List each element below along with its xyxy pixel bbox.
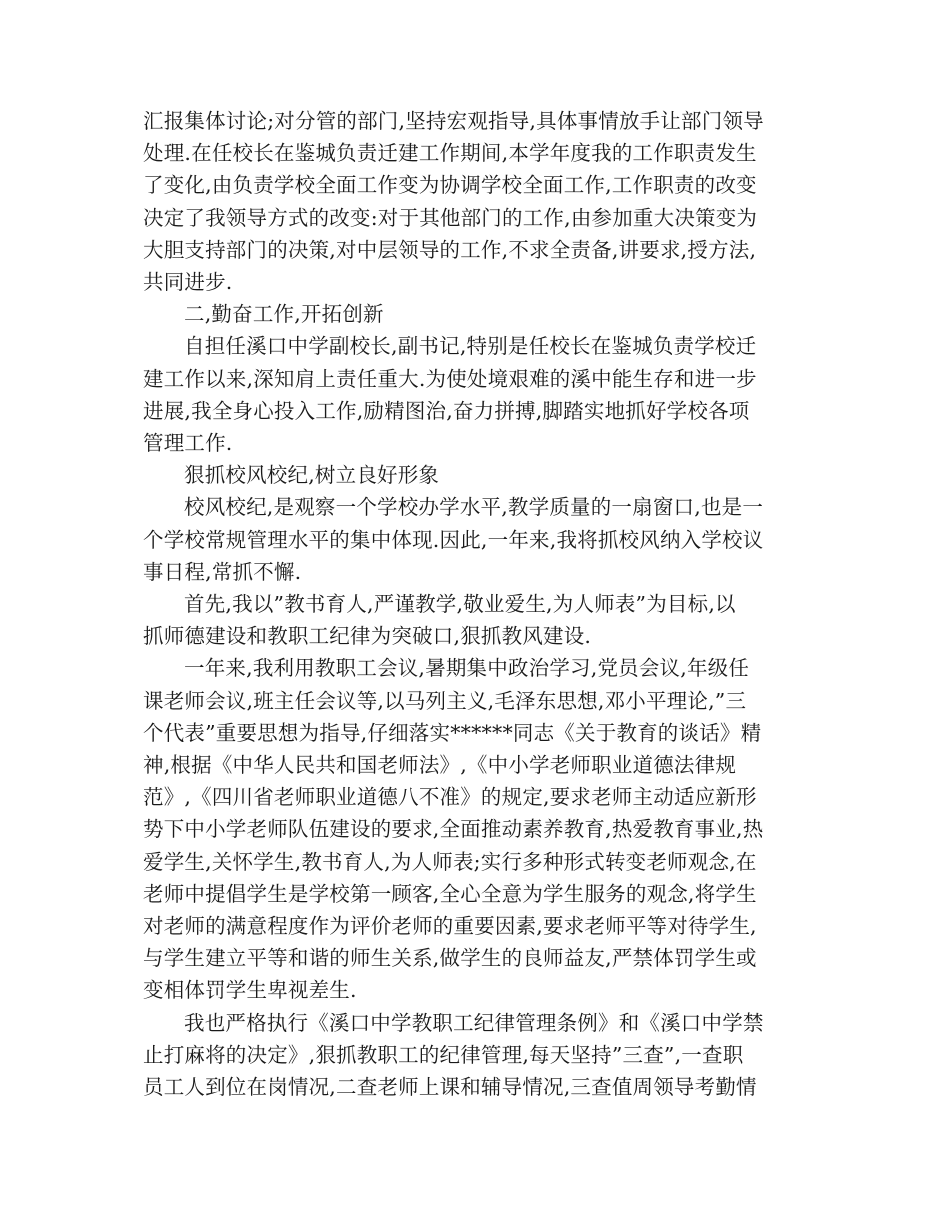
text-line: 神,根据《中华人民共和国老师法》,《中小学老师职业道德法律规 bbox=[143, 753, 737, 778]
text-line: 对老师的满意程度作为评价老师的重要因素,要求老师平等对待学生, bbox=[143, 914, 757, 939]
text-line: 了变化,由负责学校全面工作变为协调学校全面工作,工作职责的改变 bbox=[143, 173, 757, 198]
text-line: 事日程,常抓不懈. bbox=[143, 559, 302, 584]
text-line: 个学校常规管理水平的集中体现.因此,一年来,我将抓校风纳入学校议 bbox=[143, 527, 764, 552]
text-line: 校风校纪,是观察一个学校办学水平,教学质量的一扇窗口,也是一 bbox=[184, 495, 764, 520]
text-line: 个代表”重要思想为指导,仔细落实******同志《关于教育的谈话》精 bbox=[143, 720, 762, 745]
text-line: 课老师会议,班主任会议等,以马列主义,毛泽东思想,邓小平理论,”三 bbox=[143, 688, 747, 713]
text-line: 首先,我以”教书育人,严谨教学,敬业爱生,为人师表”为目标,以 bbox=[184, 592, 736, 617]
text-line: 势下中小学老师队伍建设的要求,全面推动素养教育,热爱教育事业,热 bbox=[143, 817, 764, 842]
text-line: 自担任溪口中学副校长,副书记,特别是任校长在鉴城负责学校迁 bbox=[184, 334, 757, 359]
text-line: 员工人到位在岗情况,二查老师上课和辅导情况,三查值周领导考勤情 bbox=[143, 1075, 757, 1100]
text-line: 狠抓校风校纪,树立良好形象 bbox=[184, 463, 440, 488]
text-line: 一年来,我利用教职工会议,暑期集中政治学习,党员会议,年级任 bbox=[184, 656, 750, 681]
text-line: 爱学生,关怀学生,教书育人,为人师表;实行多种形式转变老师观念,在 bbox=[143, 849, 757, 874]
text-line: 共同进步. bbox=[143, 270, 233, 295]
text-line: 决定了我领导方式的改变:对于其他部门的工作,由参加重大决策变为 bbox=[143, 205, 758, 230]
document-body-text bbox=[143, 105, 808, 1103]
text-line: 进展,我全身心投入工作,励精图治,奋力拼搏,脚踏实地抓好学校各项 bbox=[143, 398, 750, 423]
text-line: 处理.在任校长在鉴城负责迁建工作期间,本学年度我的工作职责发生 bbox=[143, 141, 757, 166]
text-line: 与学生建立平等和谐的师生关系,做学生的良师益友,严禁体罚学生或 bbox=[143, 946, 757, 971]
text-line: 止打麻将的决定》,狠抓教职工的纪律管理,每天坚持”三查”,一查职 bbox=[143, 1042, 744, 1067]
text-line: 管理工作. bbox=[143, 431, 233, 456]
text-line: 抓师德建设和教职工纪律为突破口,狠抓教风建设. bbox=[143, 624, 592, 649]
text-line: 变相体罚学生卑视差生. bbox=[143, 978, 357, 1003]
text-line: 汇报集体讨论;对分管的部门,坚持宏观指导,具体事情放手让部门领导 bbox=[143, 109, 764, 133]
text-line: 老师中提倡学生是学校第一顾客,全心全意为学生服务的观念,将学生 bbox=[143, 881, 757, 906]
text-line: 我也严格执行《溪口中学教职工纪律管理条例》和《溪口中学禁 bbox=[184, 1010, 764, 1035]
text-line: 范》,《四川省老师职业道德八不准》的规定,要求老师主动适应新形 bbox=[143, 785, 757, 810]
text-line: 二,勤奋工作,开拓创新 bbox=[184, 302, 384, 327]
text-line: 大胆支持部门的决策,对中层领导的工作,不求全责备,讲要求,授方法, bbox=[143, 237, 757, 262]
text-line: 建工作以来,深知肩上责任重大.为使处境艰难的溪中能生存和进一步 bbox=[143, 366, 757, 391]
